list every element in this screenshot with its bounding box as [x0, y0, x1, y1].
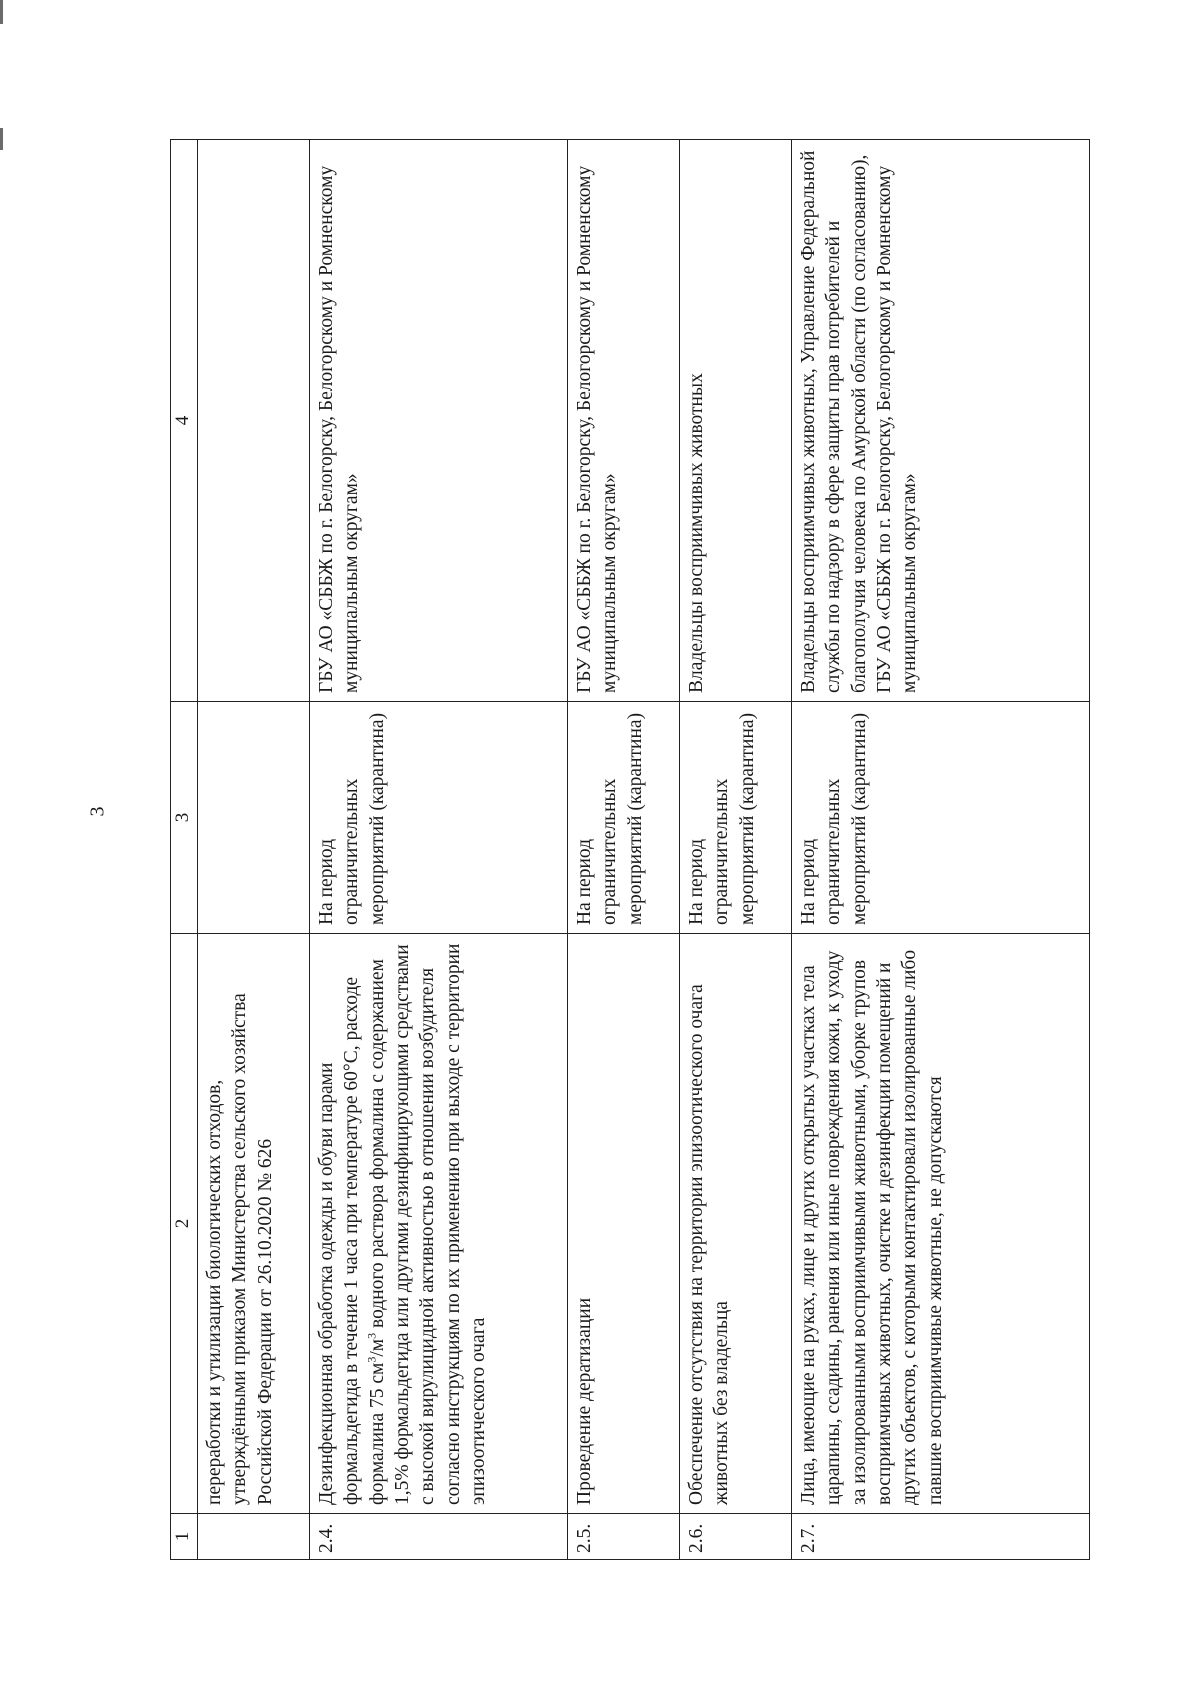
header-col-1: 1 [171, 1514, 198, 1560]
row-period: На период ограничительных мероприятий (карантина) [568, 702, 680, 934]
row-number: 2.6. [680, 1514, 792, 1560]
action-text-part: Дезинфекционная обработка одежды и обуви парами формальдегида в течение 1 часа при температуре 60°С, расходе формалина 75 см [316, 976, 388, 1505]
table-row [568, 140, 680, 1560]
row-period: На период ограничительных мероприятий (карантина) [310, 702, 568, 934]
scan-edge-mark-middle [0, 128, 3, 150]
table-row [792, 140, 1090, 1560]
row-responsible [198, 140, 310, 702]
table-row [310, 140, 568, 1560]
row-responsible: ГБУ АО «СББЖ по г. Белогорску, Белогорскому и Ромненскому муниципальным округам» [568, 140, 680, 702]
measures-table-rotated [170, 140, 1090, 1560]
measures-table [170, 139, 1090, 1560]
superscript: 3 [364, 1356, 379, 1363]
header-col-3: 3 [171, 702, 198, 934]
table-header-row [171, 140, 198, 1560]
table-row [680, 140, 792, 1560]
page-number: 3 [86, 806, 109, 817]
action-text-part: водного раствора формалина с содержанием 1,5% формальдегида или другими дезинфицирующими средствами с высокой вирулицидной активностью в отношении возбудителя согласно инструкциям по их применению при выходе с территории эпизоотического очага [366, 943, 490, 1505]
row-responsible: Владельцы восприимчивых животных [680, 140, 792, 702]
scan-edge-mark-top [0, 0, 3, 24]
row-number [198, 1514, 310, 1560]
row-number: 2.7. [792, 1514, 1090, 1560]
row-action: Лица, имеющие на руках, лице и других открытых участках тела царапины, ссадины, ранения или иные повреждения кожи, к уходу за изолированными восприимчивыми животными, уборке трупов восприимчивых животных, очистке и дезинфекции помещений и других объектов, с которыми контактировали изолированные либо павшие восприимчивые животные, не допускаются [792, 934, 1090, 1514]
row-action [310, 934, 568, 1514]
table-row [198, 140, 310, 1560]
row-period: На период ограничительных мероприятий (карантина) [792, 702, 1090, 934]
row-responsible: Владельцы восприимчивых животных, Управление Федеральной службы по надзору в сфере защиты прав потребителей и благополучия человека по Амурской области (по согласованию), ГБУ АО «СББЖ по г. Белогорску, Белогорскому и Ромненскому муниципальным округам» [792, 140, 1090, 702]
row-action: Проведение дератизации [568, 934, 680, 1514]
row-period [198, 702, 310, 934]
row-action: Обеспечение отсутствия на территории эпизоотического очага животных без владельца [680, 934, 792, 1514]
row-responsible: ГБУ АО «СББЖ по г. Белогорску, Белогорскому и Ромненскому муниципальным округам» [310, 140, 568, 702]
row-action: переработки и утилизации биологических отходов, утверждёнными приказом Министерства сельского хозяйства Российской Федерации от 26.10.2020 № 626 [198, 934, 310, 1514]
action-text-part: /м [366, 1338, 388, 1357]
header-col-2: 2 [171, 934, 198, 1514]
superscript: 3 [364, 1332, 379, 1339]
row-number: 2.4. [310, 1514, 568, 1560]
row-period: На период ограничительных мероприятий (карантина) [680, 702, 792, 934]
row-number: 2.5. [568, 1514, 680, 1560]
header-col-4: 4 [171, 140, 198, 702]
